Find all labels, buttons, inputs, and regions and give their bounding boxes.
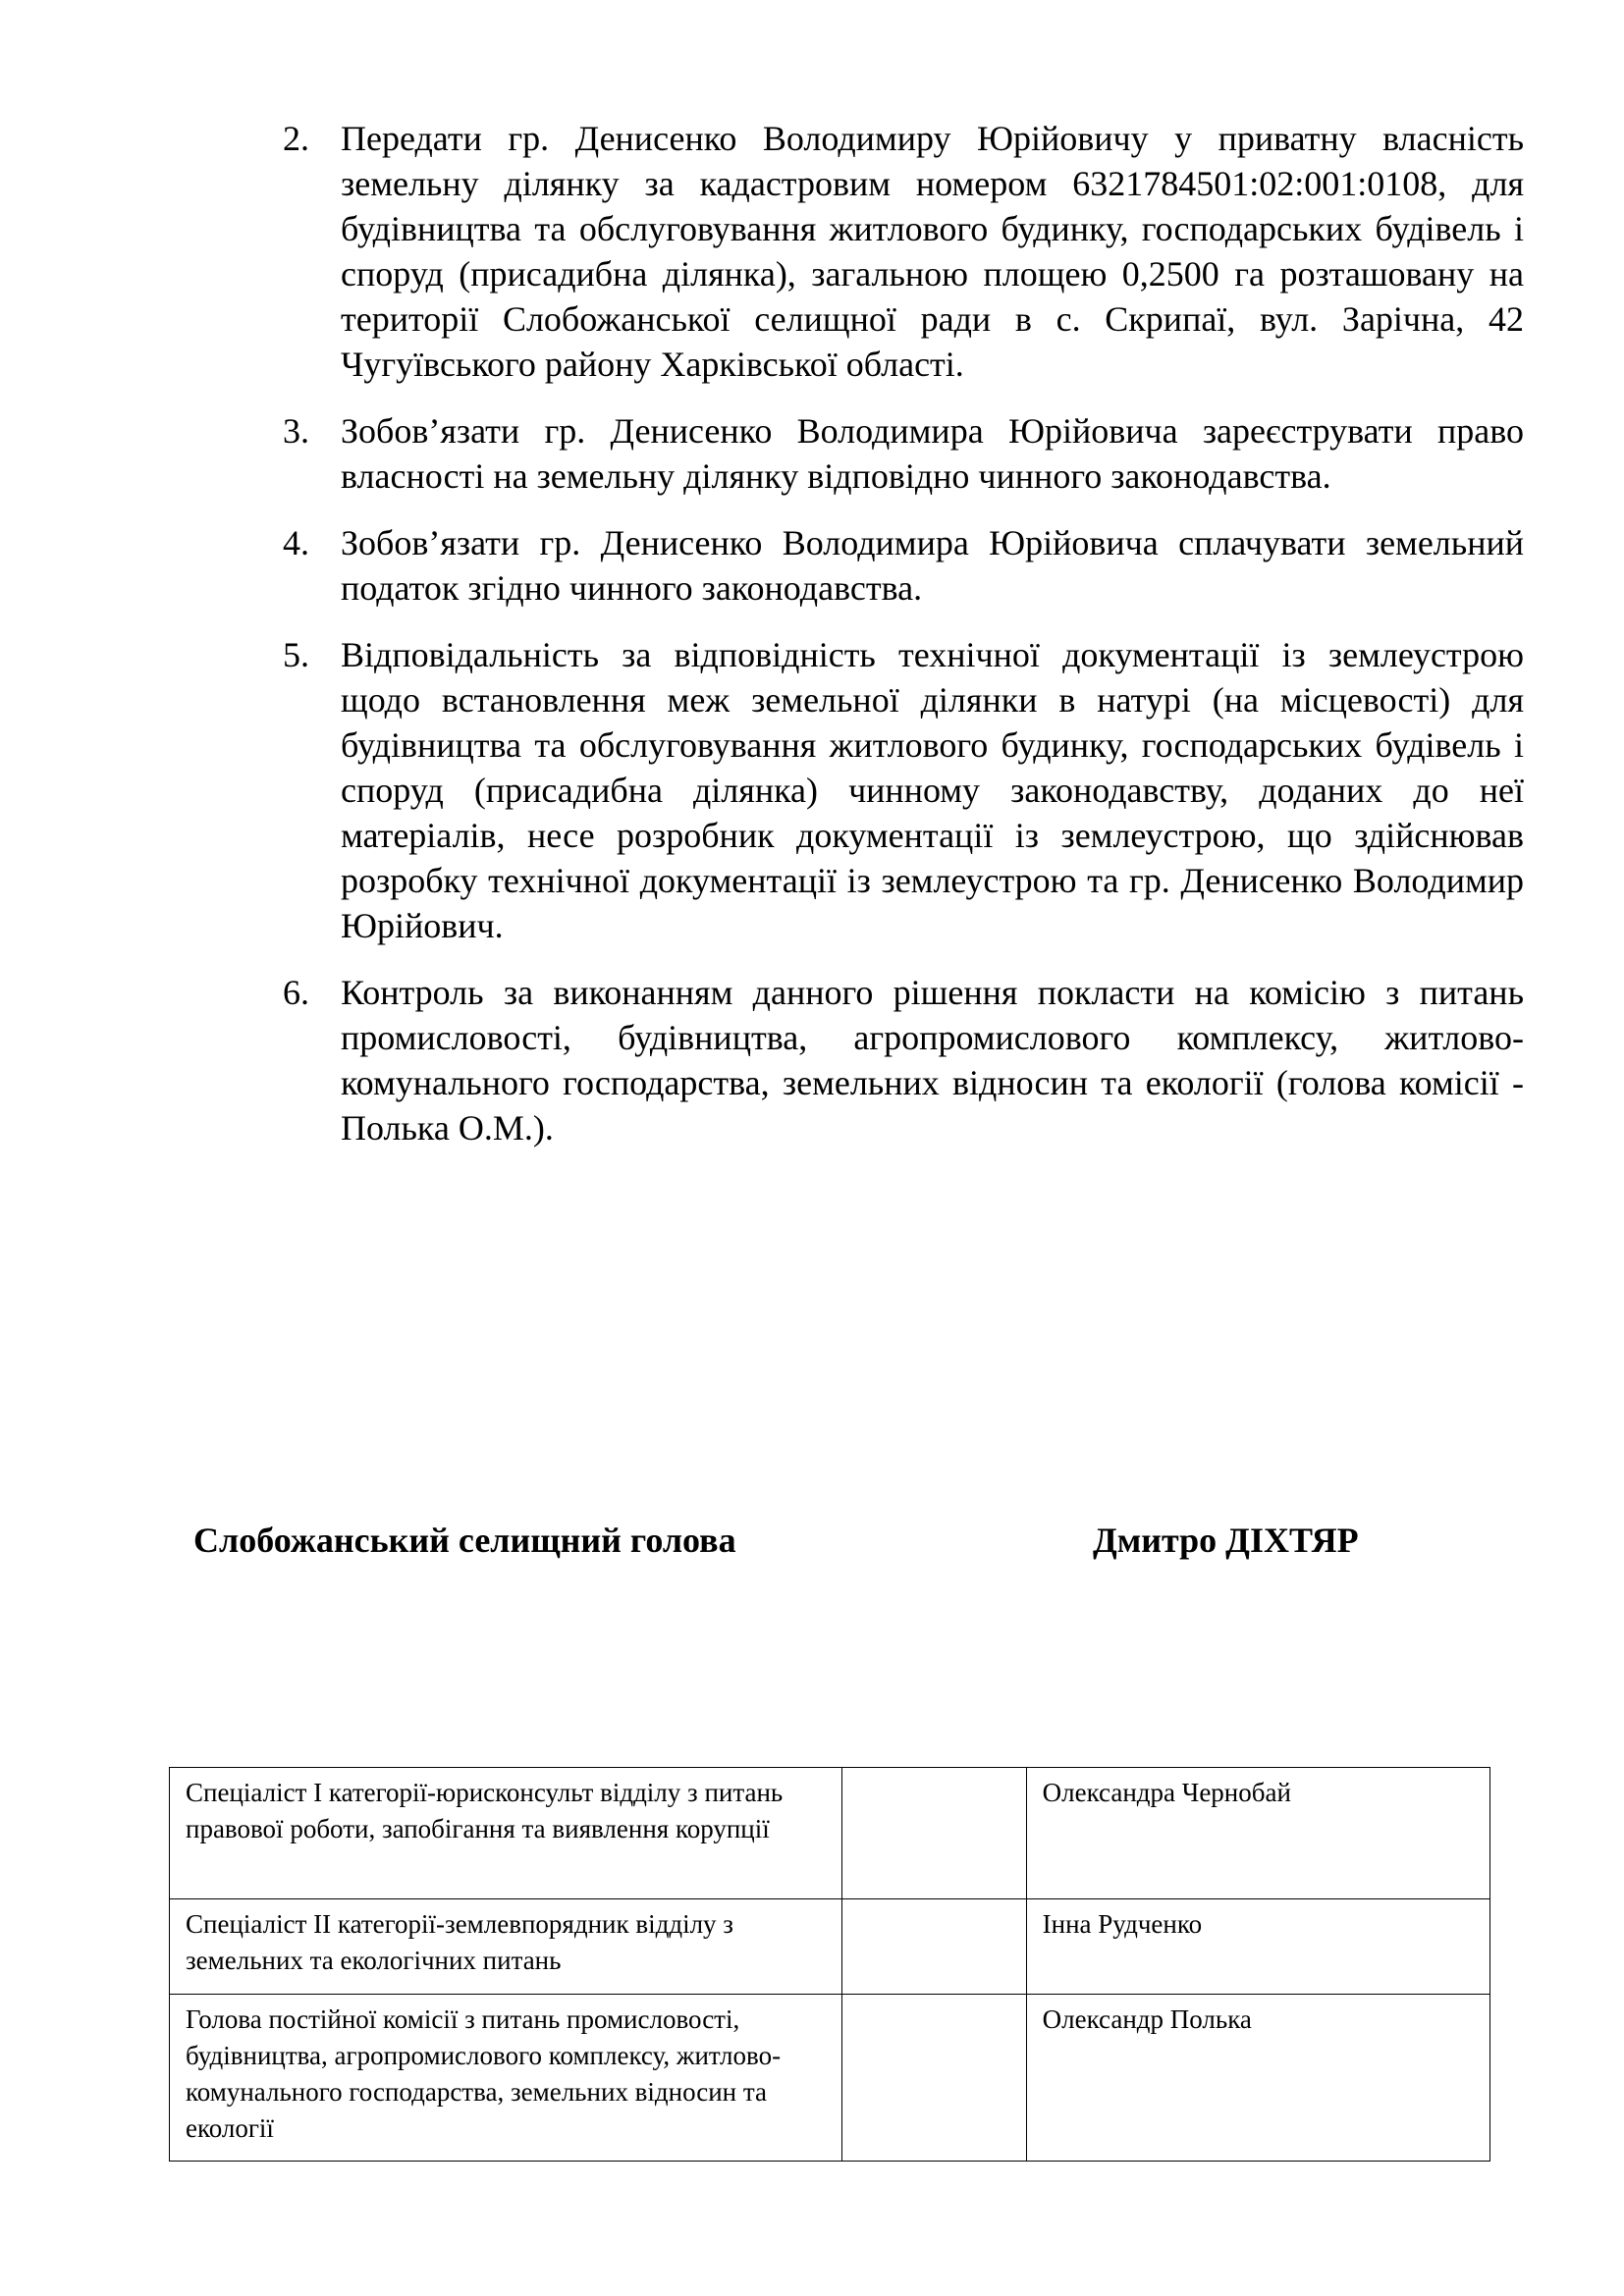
approver-position: Спеціаліст ІІ категорії-землевпорядник відділу з земельних та екологічних питань — [170, 1899, 842, 1995]
signature-cell — [842, 1995, 1027, 2162]
item-number: 2. — [283, 119, 309, 158]
approver-name: Інна Рудченко — [1026, 1899, 1489, 1995]
item-text: Зобов’язати гр. Денисенко Володимира Юрійовича зареєструвати право власності на земельну ділянку відповідно чинного законодавства. — [341, 411, 1524, 496]
item-number: 3. — [283, 411, 309, 451]
approver-name: Олександр Полька — [1026, 1995, 1489, 2162]
approval-table — [169, 1767, 1490, 2162]
item-text: Передати гр. Денисенко Володимиру Юрійовичу у приватну власність земельну ділянку за кадастровим номером 6321784501:02:001:0108, для будівництва та обслуговування житлового будинку, господарських будівель і споруд (присадибна ділянка), загальною площею 0,2500 га розташовану на території Слобожанської селищної ради в с. Скрипаї, вул. Зарічна, 42 Чугуївського району Харківської області. — [341, 119, 1524, 384]
item-text: Відповідальність за відповідність технічної документації із землеустрою щодо встановлення меж земельної ділянки в натурі (на місцевості) для будівництва та обслуговування житлового будинку, господарських будівель і споруд (присадибна ділянка) чинному законодавству, доданих до неї матеріалів, несе розробник документації із землеустрою, що здійснював розробку технічної документації із землеустрою та гр. Денисенко Володимир Юрійович. — [341, 635, 1524, 945]
table-row — [170, 1995, 1490, 2162]
signatory-position: Слобожанський селищний голова — [193, 1521, 736, 1560]
decision-item — [283, 116, 1524, 387]
item-number: 4. — [283, 523, 309, 562]
item-number: 6. — [283, 973, 309, 1012]
decision-item — [283, 632, 1524, 948]
item-number: 5. — [283, 635, 309, 674]
table-row — [170, 1899, 1490, 1995]
signature-cell — [842, 1768, 1027, 1899]
item-text: Зобов’язати гр. Денисенко Володимира Юрійовича сплачувати земельний податок згідно чинного законодавства. — [341, 523, 1524, 608]
approver-position: Голова постійної комісії з питань промисловості, будівництва, агропромислового комплексу, житлово-комунального господарства, земельних відносин та екології — [170, 1995, 842, 2162]
signatory-name: Дмитро ДІХТЯР — [1093, 1521, 1359, 1560]
table-row — [170, 1768, 1490, 1899]
decision-item — [283, 970, 1524, 1150]
decision-items-list — [283, 116, 1524, 1172]
approver-position: Спеціаліст І категорії-юрисконсульт відділу з питань правової роботи, запобігання та виявлення корупції — [170, 1768, 842, 1899]
signature-cell — [842, 1899, 1027, 1995]
item-text: Контроль за виконанням данного рішення покласти на комісію з питань промисловості, будівництва, агропромислового комплексу, житлово-комунального господарства, земельних відносин та екології (голова комісії - Полька О.М.). — [341, 973, 1524, 1148]
decision-item — [283, 520, 1524, 611]
decision-item — [283, 408, 1524, 499]
approver-name: Олександра Чернобай — [1026, 1768, 1489, 1899]
